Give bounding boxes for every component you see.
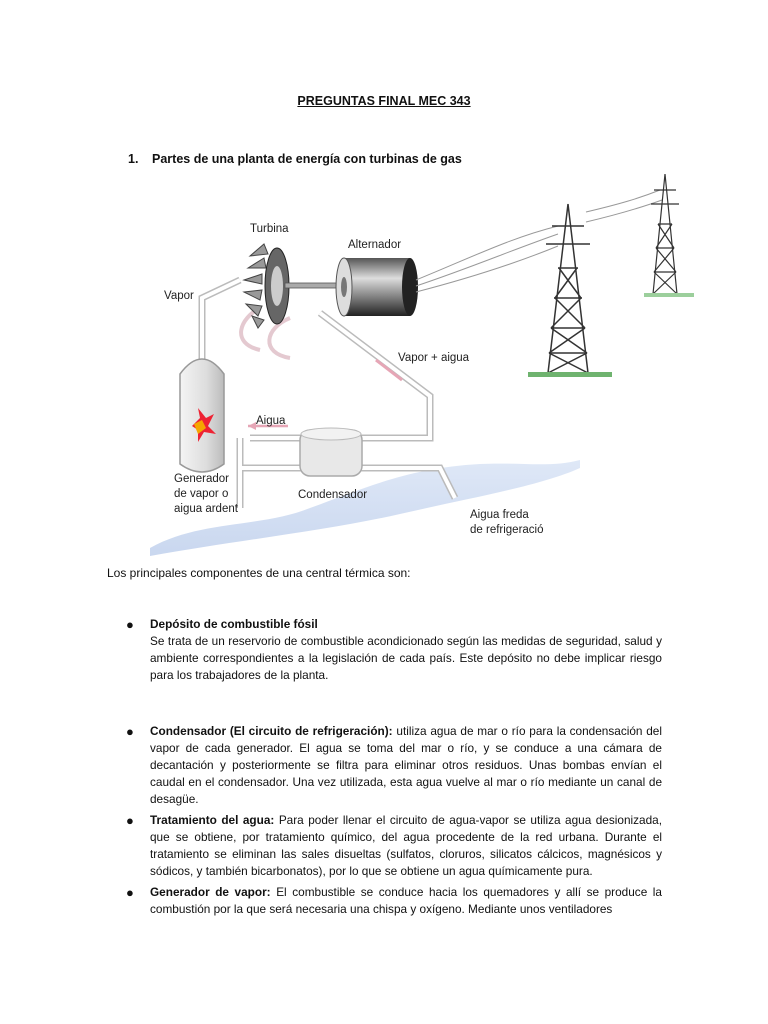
bullet-dot: ●	[126, 724, 134, 739]
label-aigua: Aigua	[256, 415, 286, 427]
label-generador-3: aigua ardent	[174, 503, 238, 515]
list-item	[126, 723, 662, 808]
label-turbina: Turbina	[250, 223, 289, 235]
question-1-heading	[128, 152, 462, 166]
list-item	[126, 884, 662, 918]
label-vapor: Vapor	[164, 290, 194, 302]
question-number: 1.	[128, 152, 139, 166]
bullet-heading: Tratamiento del agua:	[150, 813, 275, 827]
label-aigua-freda-2: de refrigeració	[470, 524, 544, 536]
label-generador-1: Generador	[174, 473, 229, 485]
alternator	[336, 258, 418, 316]
label-vapor-agua: Vapor + aigua	[398, 352, 470, 364]
bullet-body: utiliza agua de mar o río para la condensación del vapor de cada generador. El agua se toma del mar o río, y se conduce a una cámara de decantación y posteriormente se filtra para eliminar otros residuos. Unas bombas envían el caudal en el condensador. Una vez utilizada, esta agua vuelve al mar o río mediante un canal de desagüe.	[150, 724, 662, 806]
label-alternador: Alternador	[348, 239, 402, 251]
bullet-dot: ●	[126, 885, 134, 900]
bullet-heading: Depósito de combustible fósil	[150, 617, 318, 631]
label-aigua-freda-1: Aigua freda	[470, 509, 529, 521]
document-title: PREGUNTAS FINAL MEC 343	[297, 94, 471, 108]
bullet-body: El combustible se conduce hacia los quemadores y allí se produce la combustión por la que será necesaria una chispa y oxígeno. Mediante unos ventiladores	[150, 885, 662, 916]
bullet-heading: Condensador (El circuito de refrigeración):	[150, 724, 393, 738]
bullet-body: Para poder llenar el circuito de agua-vapor se utiliza agua desionizada, que se obtiene, por tratamiento químico, del agua procedente de la red urbana. Durante el tratamiento se eliminan las sales disueltas (sulfatos, cloruros, silicatos cálcicos, magnésicos y sódicos, y también bicarbonatos), por lo que se obtiene un agua químicamente pura.	[150, 813, 662, 878]
power-lines	[416, 190, 662, 292]
power-plant-diagram	[140, 168, 700, 556]
label-condensador: Condensador	[298, 489, 368, 501]
question-text: Partes de una planta de energía con turbinas de gas	[152, 152, 462, 166]
pylon-large	[546, 204, 590, 373]
bullet-body: Se trata de un reservorio de combustible acondicionado según las medidas de seguridad, salud y ambiente correspondientes a la legislación de cada país. Este depósito no debe implicar riesgo para los trabajadores de la planta.	[150, 634, 662, 682]
intro-text: Los principales componentes de una central térmica son:	[107, 566, 411, 580]
list-item	[126, 812, 662, 880]
steam-generator	[180, 359, 224, 472]
condenser	[300, 428, 362, 476]
bullet-heading: Generador de vapor:	[150, 885, 271, 899]
bullet-dot: ●	[126, 617, 134, 632]
label-generador-2: de vapor o	[174, 488, 229, 500]
bullet-dot: ●	[126, 813, 134, 828]
list-item	[126, 616, 662, 684]
